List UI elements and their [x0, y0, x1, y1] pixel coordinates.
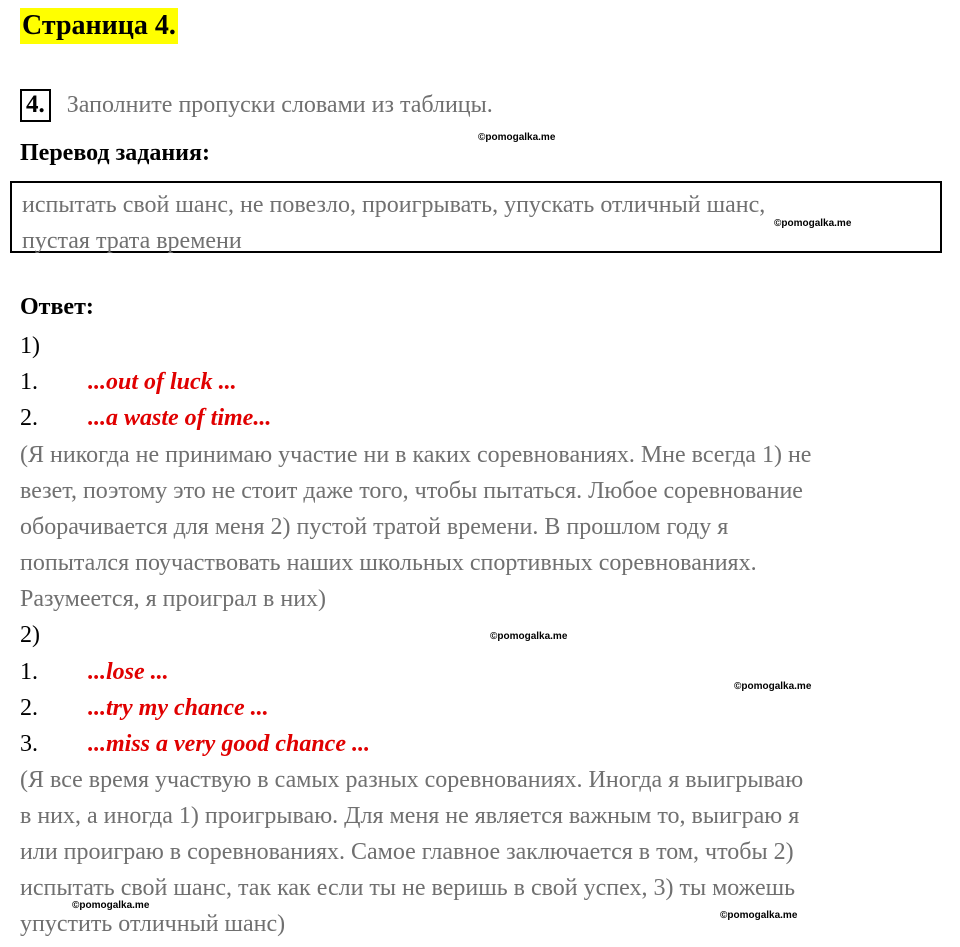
answer-item-text: ...out of luck ... [88, 369, 237, 395]
answer-item-number: 3. [20, 731, 38, 757]
part1-translation-line: оборачивается для меня 2) пустой тратой времени. В прошлом году я [20, 514, 729, 540]
translation-line: пустая трата времени [22, 228, 242, 254]
answer-item-text: ...miss a very good chance ... [88, 731, 370, 757]
part2-label: 2) [20, 622, 40, 648]
part1-translation-line: попытался поучаствовать наших школьных спортивных соревнованиях. [20, 550, 757, 576]
part2-translation-line: (Я все время участвую в самых разных соревнованиях. Иногда я выигрываю [20, 767, 804, 793]
translation-box [10, 181, 942, 253]
part2-translation-line: испытать свой шанс, так как если ты не веришь в свой успех, 3) ты можешь [20, 875, 796, 901]
task-instruction: Заполните пропуски словами из таблицы. [66, 91, 493, 118]
answer-item-number: 2. [20, 695, 38, 721]
task-header [20, 88, 493, 122]
answer-item [20, 364, 237, 400]
answer-item-text: ...a waste of time... [88, 405, 272, 431]
part2-translation-line: или проиграю в соревнованиях. Самое главное заключается в том, чтобы 2) [20, 839, 794, 865]
part2-translation-line: упустить отличный шанс) [20, 911, 286, 937]
watermark: ©pomogalka.me [720, 910, 798, 921]
answer-item-number: 1. [20, 659, 38, 685]
answer-item-number: 2. [20, 405, 38, 431]
answer-item [20, 726, 370, 762]
answer-item [20, 690, 269, 726]
answer-item [20, 654, 169, 690]
answer-item-text: ...try my chance ... [88, 695, 269, 721]
part1-translation-line: везет, поэтому это не стоит даже того, чтобы пытаться. Любое соревнование [20, 478, 803, 504]
part1-translation-line: Разумеется, я проиграл в них) [20, 586, 327, 612]
translation-heading: Перевод задания: [20, 140, 210, 166]
watermark: ©pomogalka.me [734, 681, 812, 692]
answer-heading: Ответ: [20, 294, 94, 320]
watermark: ©pomogalka.me [478, 132, 556, 143]
watermark: ©pomogalka.me [774, 218, 852, 229]
part1-translation-line: (Я никогда не принимаю участие ни в каких соревнованиях. Мне всегда 1) не [20, 442, 812, 468]
answer-item [20, 400, 271, 436]
task-number: 4. [20, 89, 51, 122]
watermark: ©pomogalka.me [72, 900, 150, 911]
answer-item-number: 1. [20, 369, 38, 395]
page-title: Страница 4. [20, 8, 178, 44]
part1-label: 1) [20, 333, 40, 359]
translation-line: испытать свой шанс, не повезло, проигрывать, упускать отличный шанс, [22, 192, 766, 218]
watermark: ©pomogalka.me [490, 631, 568, 642]
part2-translation-line: в них, а иногда 1) проигрываю. Для меня не является важным то, выиграю я [20, 803, 800, 829]
answer-item-text: ...lose ... [88, 659, 169, 685]
